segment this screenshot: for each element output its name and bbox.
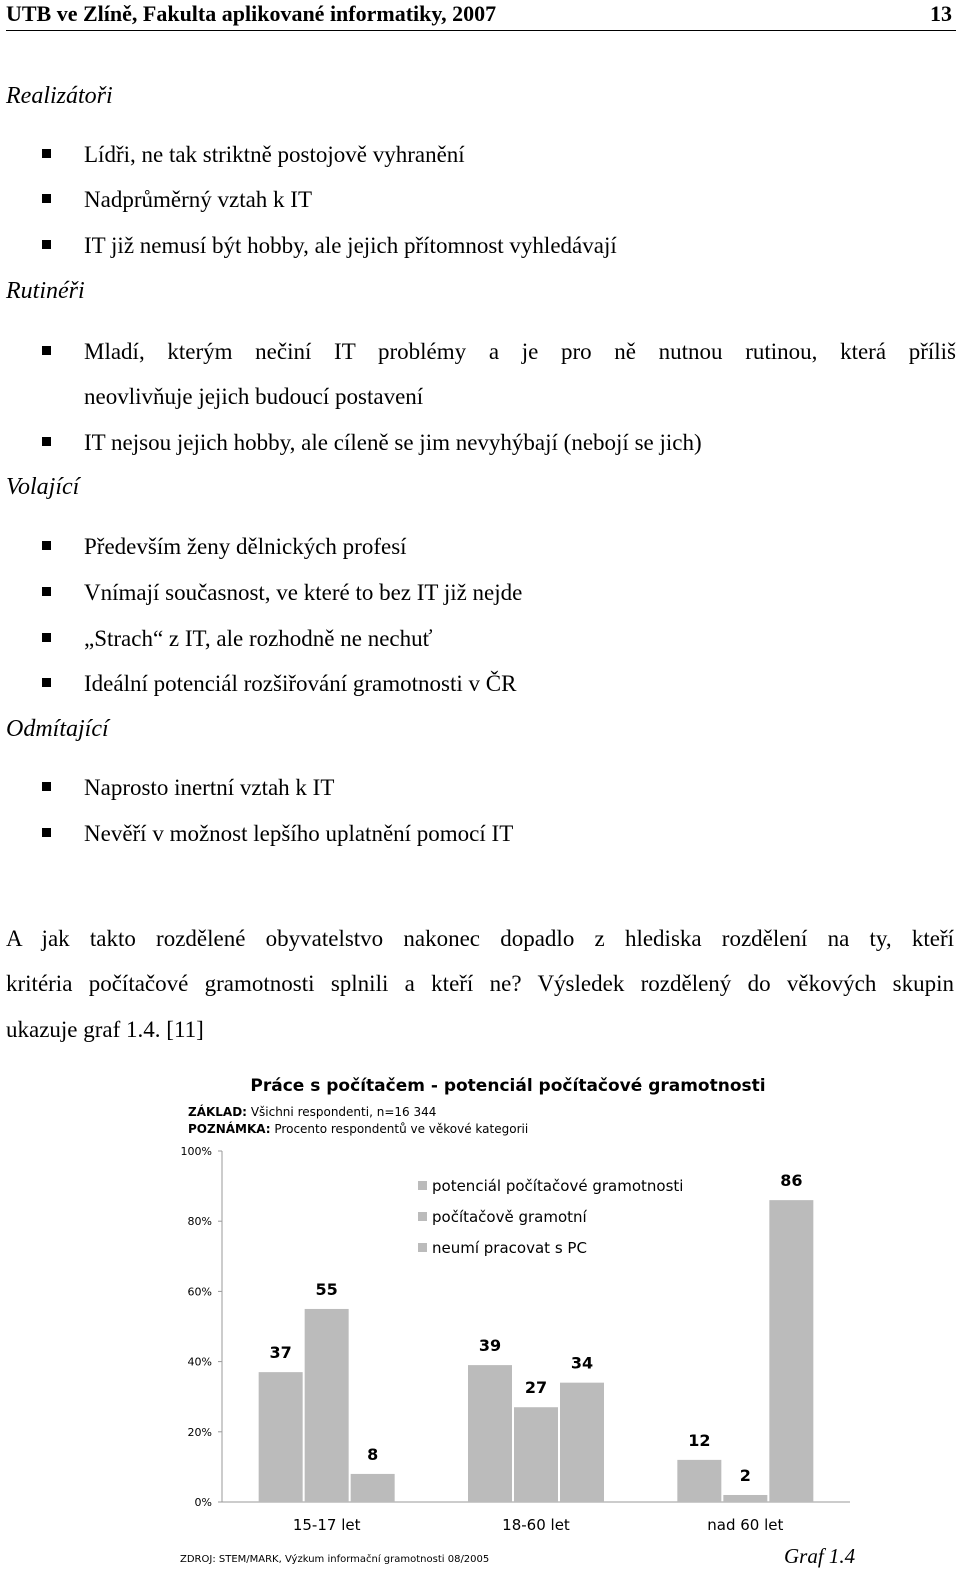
bar-value-label: 27 (524, 1378, 548, 1398)
legend-label: potenciál počítačové gramotnosti (432, 1177, 684, 1195)
y-tick-label: 0% (194, 1496, 212, 1509)
list-item: Především ženy dělnických profesí (84, 532, 407, 562)
bar-chart (0, 1060, 960, 1568)
page-header (6, 0, 956, 31)
legend-label: počítačově gramotní (432, 1208, 587, 1226)
chart-source: ZDROJ: STEM/MARK, Výzkum informační gramotnosti 08/2005 (180, 1554, 490, 1565)
y-tick-label: 20% (187, 1425, 212, 1439)
list-item: Vnímají současnost, ve které to bez IT již nejde (84, 578, 522, 608)
list-item: Ideální potenciál rozšiřování gramotnosti v ČR (84, 669, 516, 699)
legend-swatch (418, 1243, 427, 1252)
bar-value-label: 2 (739, 1465, 751, 1485)
bar (560, 1383, 604, 1502)
bullet-icon (42, 149, 51, 158)
y-tick-label: 80% (187, 1215, 212, 1229)
bar-value-label: 86 (780, 1171, 803, 1191)
x-category-label: 15-17 let (292, 1516, 361, 1534)
bullet-icon (42, 240, 51, 249)
bar-value-label: 39 (478, 1336, 502, 1356)
bullet-icon (42, 587, 51, 596)
x-category-label: 18-60 let (502, 1516, 570, 1534)
bullet-icon (42, 541, 51, 550)
heading-rutineri: Rutinéři (6, 278, 85, 304)
x-category-label: nad 60 let (707, 1516, 784, 1534)
bar (351, 1474, 395, 1502)
figure-caption: Graf 1.4 (784, 1544, 856, 1568)
page-number: 13 (930, 1, 952, 26)
legend-swatch (418, 1212, 427, 1221)
bullet-icon (42, 828, 51, 837)
chart-poznamka: POZNÁMKA: Procento respondentů ve věkové kategorii (188, 1122, 529, 1136)
bar-value-label: 12 (688, 1430, 711, 1450)
legend-swatch (418, 1181, 427, 1190)
bar-value-label: 55 (315, 1279, 338, 1299)
bar (305, 1309, 349, 1502)
bullet-icon (42, 194, 51, 203)
list-item: Lídři, ne tak striktně postojově vyhranění (84, 140, 465, 170)
y-tick-label: 40% (187, 1355, 212, 1369)
heading-volajici: Volající (6, 474, 80, 500)
bullet-icon (42, 437, 51, 446)
bullet-icon (42, 633, 51, 642)
bullet-icon (42, 782, 51, 791)
list-item: Naprosto inertní vztah k IT (84, 773, 334, 803)
chart-title: Práce s počítačem - potenciál počítačové gramotnosti (250, 1076, 766, 1096)
bar-value-label: 37 (269, 1343, 292, 1363)
heading-realizatori: Realizátoři (6, 83, 113, 109)
legend-label: neumí pracovat s PC (432, 1239, 587, 1257)
y-tick-label: 60% (187, 1285, 212, 1299)
heading-odmitajici: Odmítající (6, 716, 109, 742)
bullet-icon (42, 678, 51, 687)
bullet-icon (42, 346, 51, 355)
list-item-continuation: neovlivňuje jejich budoucí postavení (84, 384, 424, 409)
bar (514, 1407, 558, 1502)
list-item: Nadprůměrný vztah k IT (84, 185, 312, 215)
paragraph-line: A jak takto rozdělené obyvatelstvo nakonec dopadlo z hlediska rozdělení na ty, kteří (6, 926, 954, 951)
list-item: IT již nemusí být hobby, ale jejich přítomnost vyhledávají (84, 231, 617, 261)
y-tick-label: 100% (180, 1145, 212, 1158)
header-title: UTB ve Zlíně, Fakulta aplikované informatiky, 2007 (6, 1, 497, 26)
bar (468, 1365, 512, 1502)
list-item: Nevěří v možnost lepšího uplatnění pomocí IT (84, 819, 513, 849)
bar (677, 1460, 721, 1502)
bar-value-label: 8 (367, 1444, 379, 1464)
bar (769, 1200, 813, 1502)
list-item: Mladí, kterým nečiní IT problémy a je pro ně nutnou rutinou, která příliš (84, 337, 956, 367)
bar (723, 1495, 767, 1502)
paragraph-line: ukazuje graf 1.4. [11] (6, 1017, 204, 1042)
bar (259, 1372, 303, 1502)
list-item: IT nejsou jejich hobby, ale cíleně se jim nevyhýbají (nebojí se jich) (84, 428, 702, 458)
list-item: „Strach“ z IT, ale rozhodně ne nechuť (84, 624, 432, 654)
paragraph-line: kritéria počítačové gramotnosti splnili a kteří ne? Výsledek rozdělený do věkových skupin (6, 971, 954, 996)
chart-zaklad: ZÁKLAD: Všichni respondenti, n=16 344 (188, 1105, 437, 1119)
bar-value-label: 34 (570, 1353, 594, 1373)
